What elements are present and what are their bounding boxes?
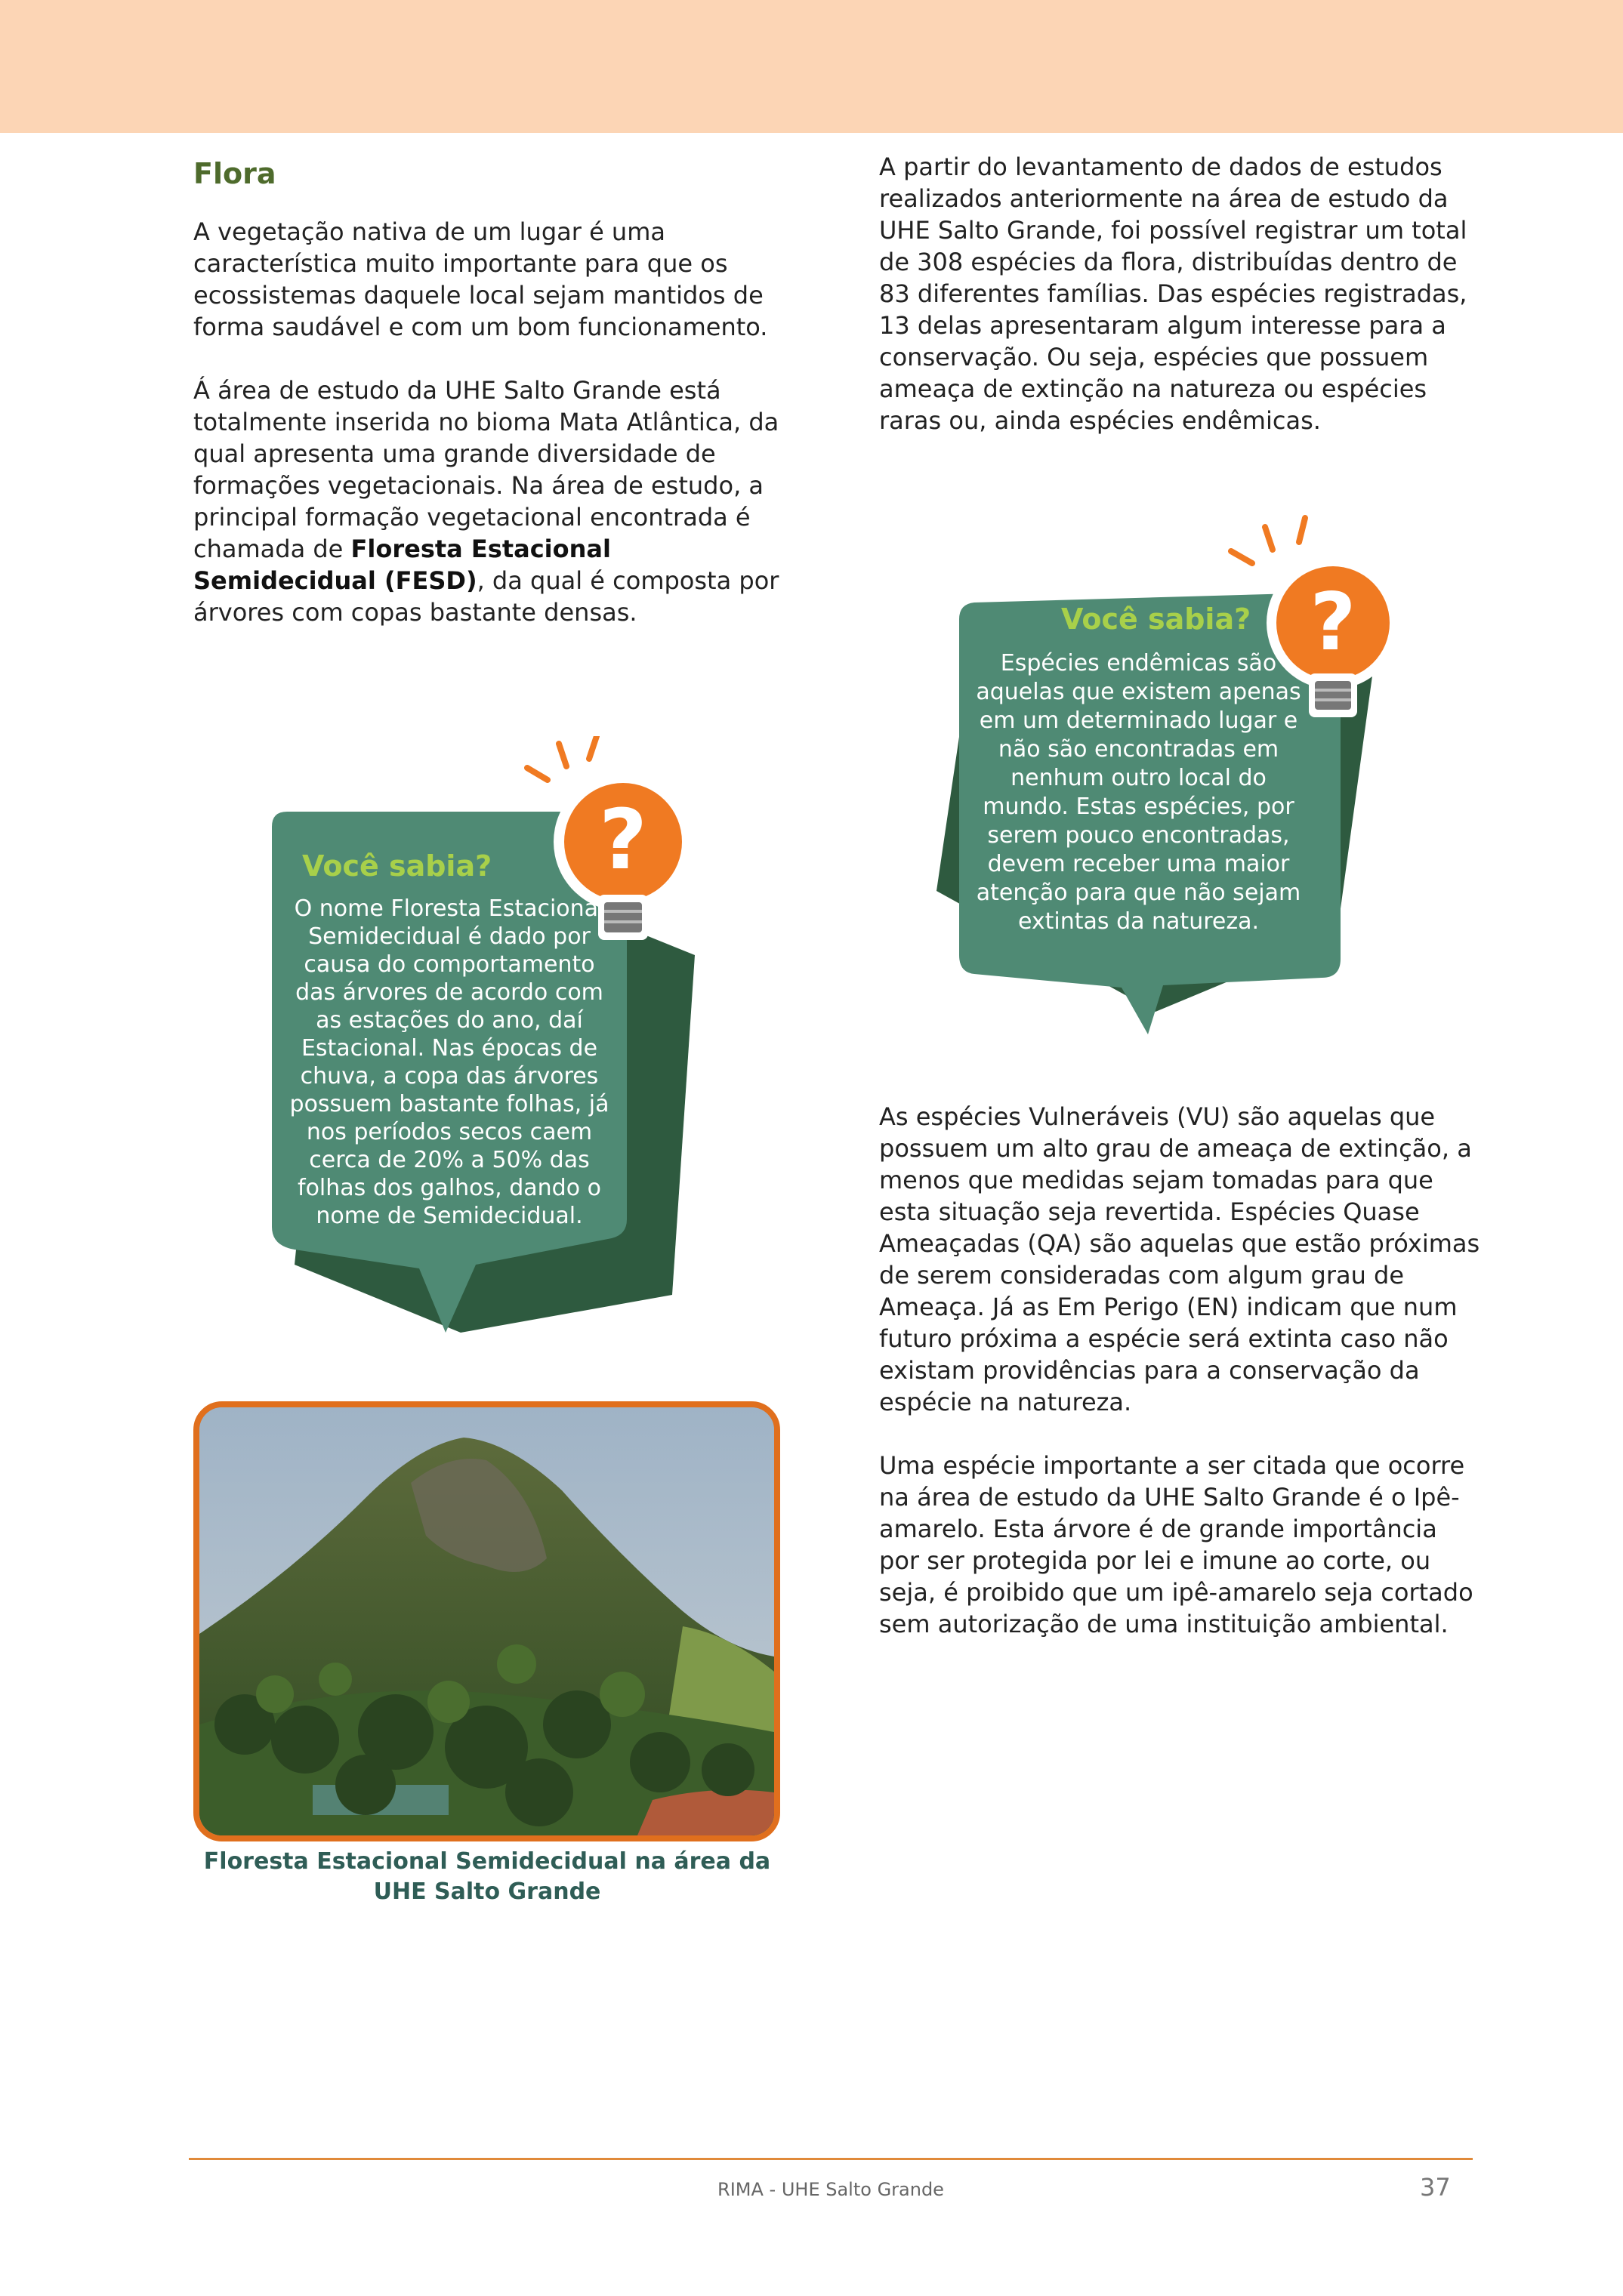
footer-divider	[189, 2158, 1473, 2160]
paragraph-threat-categories: As espécies Vulneráveis (VU) são aquelas que possuem um alto grau de ameaça de extinção, a menos que medidas sejam tomadas para que esta situação seja revertida. Espécies Quase Ameaçadas (QA) são aquelas que estão próximas de serem consideradas com algum grau de Ameaça. Já as Em Perigo (EN) indicam que num futuro próxima a espécie será extinta caso não existam providências para a conservação da espécie na natureza.	[879, 1102, 1480, 1416]
paragraph-ipe-amarelo: Uma espécie importante a ser citada que ocorre na área de estudo da UHE Salto Grande é o Ipê-amarelo. Esta árvore é de grande importância por ser protegida por lei e imune ao corte, ou seja, é proibido que um ipê-amarelo seja cortado sem autorização de uma instituição ambiental.	[879, 1451, 1473, 1638]
paragraph-native-vegetation: A vegetação nativa de um lugar é uma característica muito importante para que os ecossistemas daquele local sejam mantidos de forma saudável e com um bom funcionamento.	[193, 217, 768, 341]
card-text: O nome Floresta Estacional Semidecidual é dado por causa do comportamento das árvores de acordo com as estações do ano, daí Estacional. Nas épocas de chuva, a copa das árvores possuem bastante folhas, já nos períodos secos caem cerca de 20% a 50% das folhas dos galhos, dando o nome de Semidecidual.	[289, 895, 609, 1229]
left-column	[193, 151, 782, 660]
paragraph-study-area-text-1: Á área de estudo da UHE Salto Grande está totalmente inserida no bioma Mata Atlântica, da qual apresenta uma grande diversidade de formações vegetacionais. Na área de estudo, a principal formação vegetacional encontrada é chamada de	[193, 376, 779, 563]
card-text: Espécies endêmicas são aquelas que existem apenas em um determinado lugar e não são encontradas em nenhum outro local do mundo. Estas espécies, por serem pouco encontradas, devem receber uma maior atenção para que não sejam extintas da natureza.	[976, 650, 1301, 935]
right-column-top	[879, 151, 1483, 468]
right-column-bottom	[879, 1101, 1483, 1672]
svg-text:?: ?	[1310, 576, 1356, 668]
paragraph-study-area	[193, 374, 782, 628]
top-header-band	[0, 0, 1623, 133]
paragraph-study-area-text-2: , da qual é composta por árvores com copas bastante densas.	[193, 566, 779, 627]
footer-title: RIMA - UHE Salto Grande	[717, 2179, 944, 2200]
card-title: Você sabia?	[302, 849, 492, 883]
page-number: 37	[1420, 2173, 1451, 2202]
forest-photo	[193, 1401, 780, 1841]
did-you-know-card-fesd	[249, 736, 710, 1340]
section-heading: Flora	[193, 157, 276, 190]
fesd-term: Floresta Estacional Semidecidual (FESD)	[193, 535, 611, 595]
card-title: Você sabia?	[1061, 603, 1251, 636]
photo-caption: Floresta Estacional Semidecidual na área da UHE Salto Grande	[203, 1848, 771, 1905]
did-you-know-card-endemic	[929, 513, 1412, 1042]
svg-text:?: ?	[599, 791, 647, 888]
forest-hill-image	[199, 1407, 774, 1835]
paragraph-species-survey: A partir do levantamento de dados de estudos realizados anteriormente na área de estudo da UHE Salto Grande, foi possível registrar um total de 308 espécies da flora, distribuídas dentro de 83 diferentes famílias. Das espécies registradas, 13 delas apresentaram algum interesse para a conservação. Ou seja, espécies que possuem ameaça de extinção na natureza ou espécies raras ou, ainda espécies endêmicas.	[879, 153, 1467, 435]
